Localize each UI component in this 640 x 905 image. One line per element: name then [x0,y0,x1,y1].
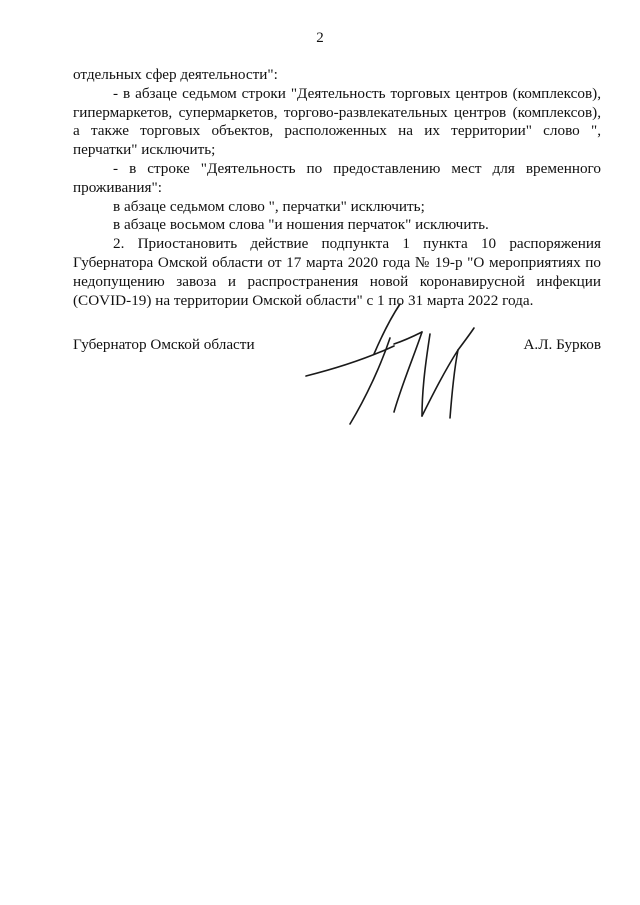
paragraph-eighth-clause: в абзаце восьмом слова "и ношения перчаток" исключить. [113,216,489,234]
document-body [73,66,601,310]
paragraph-intro: отдельных сфер деятельности": [73,66,278,83]
paragraph-temporary-housing: - в строке "Деятельность по предоставлению мест для временного проживания": [73,159,601,196]
page-number: 2 [316,30,324,46]
paragraph-seventh-clause: в абзаце седьмом слово ", перчатки" исключить; [113,197,425,215]
paragraph-suspension: 2. Приостановить действие подпункта 1 пункта 10 распоряжения Губернатора Омской области от 17 марта 2020 года № 19-р "О мероприятиях по недопущению завоза и распространения новой коронавирусной инфекции (COVID-19) на территории Омской области" с 1 по 31 марта 2022 года. [73,235,601,309]
handwritten-signature [298,300,498,430]
signer-name: А.Л. Бурков [523,336,601,353]
paragraph-trade-centers: - в абзаце седьмом строки "Деятельность торговых центров (комплексов), гипермаркетов, супермаркетов, торгово-развлекательных центров (комплексов), а также торговых объектов, расположенных на их территории" слово ", перчатки" исключить; [73,84,601,159]
signer-position: Губернатор Омской области [73,336,255,353]
